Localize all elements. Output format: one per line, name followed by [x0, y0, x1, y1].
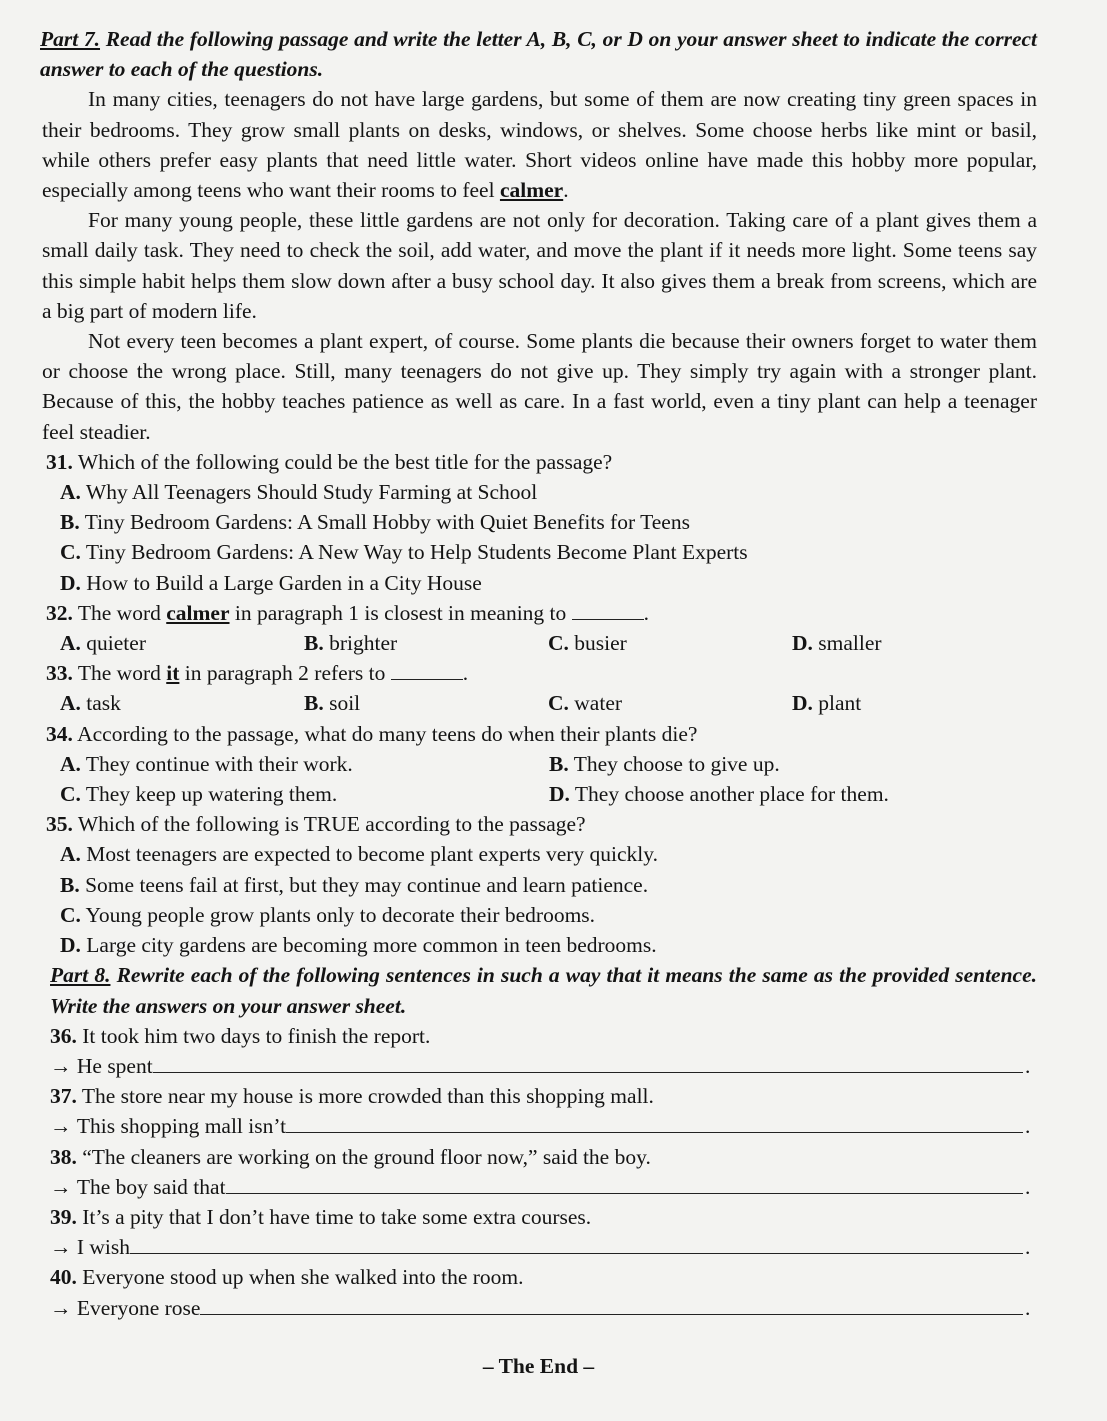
option-text: brighter: [329, 631, 398, 656]
option-letter: D.: [549, 782, 570, 807]
rewrite-prompt: The boy said that: [76, 1174, 226, 1199]
option-35-a: [60, 839, 1037, 869]
answer-blank: [226, 1173, 1023, 1194]
arrow-icon: →: [50, 1114, 72, 1139]
rewrite-36-answer-line: [50, 1051, 1037, 1081]
option-33-d: [792, 688, 861, 718]
question-number: 39.: [50, 1204, 77, 1229]
part8-instruction: Rewrite each of the following sentences in such a way that it means the same as the provided sentence. Write the answers on your answer sheet.: [50, 963, 1038, 1018]
option-text: They choose another place for them.: [574, 782, 889, 807]
option-35-b: [60, 870, 1037, 900]
option-32-c: [548, 628, 792, 658]
question-text: The word: [77, 661, 167, 686]
option-text: Most teenagers are expected to become plant experts very quickly.: [86, 842, 658, 867]
passage-paragraph-2: For many young people, these little gardens are not only for decoration. Taking care of a plant gives them a small daily task. They need to check the soil, add water, and move the plant if it needs more light. Some teens say this simple habit helps them slow down after a busy school day. It also gives them a break from screens, which are a big part of modern life.: [42, 208, 1037, 323]
option-31-b: [60, 507, 1037, 537]
option-text: Why All Teenagers Should Study Farming at School: [85, 480, 538, 505]
option-text: soil: [329, 691, 361, 716]
option-33-a: [60, 688, 304, 718]
options-32: [60, 628, 1037, 658]
p1-end: .: [563, 178, 569, 203]
the-end-footer: – The End –: [482, 1353, 595, 1378]
option-letter: B.: [304, 691, 324, 716]
answer-blank: [200, 1294, 1023, 1315]
period: .: [1025, 1053, 1031, 1078]
part7-heading: [40, 24, 1037, 84]
rewrite-38-answer-line: [50, 1172, 1037, 1202]
option-text: smaller: [818, 631, 882, 656]
option-32-a: [60, 628, 304, 658]
rewrite-sentence: “The cleaners are working on the ground floor now,” said the boy.: [82, 1144, 651, 1169]
rewrite-40-answer-line: [50, 1293, 1037, 1323]
option-text: Tiny Bedroom Gardens: A New Way to Help Students Become Plant Experts: [85, 540, 748, 565]
passage-paragraph-1: [40, 84, 1037, 205]
option-letter: A.: [60, 480, 81, 505]
option-letter: A.: [60, 631, 81, 656]
question-text: Which of the following is TRUE according to the passage?: [77, 812, 586, 837]
question-number: 35.: [46, 812, 73, 837]
question-number: 32.: [46, 600, 73, 625]
answer-blank: [130, 1233, 1023, 1254]
option-letter: C.: [548, 631, 569, 656]
question-number: 37.: [50, 1084, 77, 1109]
rewrite-sentence: It took him two days to finish the report.: [82, 1023, 431, 1048]
option-letter: D.: [792, 691, 813, 716]
answer-blank: [286, 1112, 1023, 1133]
option-text: Some teens fail at first, but they may continue and learn patience.: [85, 872, 649, 897]
rewrite-prompt: I wish: [76, 1235, 131, 1260]
option-letter: B.: [549, 751, 569, 776]
rewrite-sentence: The store near my house is more crowded than this shopping mall.: [81, 1084, 654, 1109]
p1-keyword: calmer: [499, 178, 564, 203]
option-34-b: [549, 749, 780, 779]
rewrite-37-answer-line: [50, 1111, 1037, 1141]
rewrite-prompt: He spent: [76, 1053, 153, 1078]
rewrite-37: [50, 1081, 1037, 1111]
option-letter: C.: [60, 540, 81, 565]
option-letter: B.: [60, 872, 80, 897]
rewrite-sentence: Everyone stood up when she walked into the room.: [82, 1265, 524, 1290]
rewrite-prompt: Everyone rose: [76, 1295, 201, 1320]
option-text: They choose to give up.: [573, 751, 780, 776]
answer-blank: [153, 1052, 1023, 1073]
period: .: [462, 661, 469, 686]
rewrite-38: [50, 1142, 1037, 1172]
option-letter: C.: [548, 691, 569, 716]
question-text: According to the passage, what do many teens do when their plants die?: [77, 721, 698, 746]
options-34-row-1: [60, 749, 1037, 779]
option-text: Large city gardens are becoming more common in teen bedrooms.: [86, 933, 657, 958]
question-33: [46, 658, 1037, 688]
question-keyword: it: [166, 661, 180, 686]
period: .: [643, 600, 650, 625]
question-number: 36.: [50, 1023, 77, 1048]
option-31-d: [60, 568, 1037, 598]
period: .: [1025, 1295, 1031, 1320]
option-text: quieter: [86, 631, 146, 656]
arrow-icon: →: [50, 1053, 72, 1078]
question-number: 31.: [46, 449, 73, 474]
option-35-d: [60, 930, 1037, 960]
question-35: [46, 809, 1037, 839]
rewrite-prompt: This shopping mall isn’t: [76, 1114, 287, 1139]
option-letter: A.: [60, 751, 81, 776]
option-33-b: [304, 688, 548, 718]
question-text: in paragraph 1 is closest in meaning to: [229, 600, 572, 625]
question-keyword: calmer: [166, 600, 230, 625]
period: .: [1025, 1235, 1031, 1260]
options-34-row-2: [60, 779, 1037, 809]
option-34-c: [60, 779, 549, 809]
period: .: [1025, 1114, 1031, 1139]
rewrite-39: [50, 1202, 1037, 1232]
option-34-a: [60, 749, 549, 779]
option-text: They keep up watering them.: [85, 782, 338, 807]
option-32-d: [792, 628, 882, 658]
option-letter: A.: [60, 691, 81, 716]
option-letter: B.: [304, 631, 324, 656]
option-text: task: [86, 691, 121, 716]
question-34: [46, 719, 1037, 749]
option-31-c: [60, 537, 1037, 567]
question-text: Which of the following could be the best title for the passage?: [77, 449, 613, 474]
answer-blank: [572, 601, 644, 620]
option-letter: A.: [60, 842, 81, 867]
option-text: Tiny Bedroom Gardens: A Small Hobby with Quiet Benefits for Teens: [84, 510, 690, 535]
option-31-a: [60, 477, 1037, 507]
question-text: in paragraph 2 refers to: [179, 661, 391, 686]
question-number: 40.: [50, 1265, 77, 1290]
part7-label: Part 7.: [40, 27, 101, 51]
option-letter: C.: [60, 782, 81, 807]
option-35-c: [60, 900, 1037, 930]
option-letter: D.: [60, 570, 81, 595]
passage-paragraph-3: Not every teen becomes a plant expert, of course. Some plants die because their owners forget to water them or choose the wrong place. Still, many teenagers do not give up. They simply try again with a stronger plant. Because of this, the hobby teaches patience as well as care. In a fast world, even a tiny plant can help a teenager feel steadier.: [42, 329, 1037, 444]
period: .: [1025, 1174, 1031, 1199]
question-31: [46, 447, 1037, 477]
p1-text: In many cities, teenagers do not have large gardens, but some of them are now creating tiny green spaces in their bedrooms. They grow small plants on desks, windows, or shelves. Some choose herbs like mint or basil, while others prefer easy plants that need little water. Short videos online have made this hobby more popular, especially among teens who want their rooms to feel: [42, 87, 1037, 203]
option-33-c: [548, 688, 792, 718]
question-32: [46, 598, 1037, 628]
option-text: They continue with their work.: [85, 751, 353, 776]
part8-heading: [50, 960, 1037, 1020]
rewrite-40: [50, 1262, 1037, 1292]
rewrite-39-answer-line: [50, 1232, 1037, 1262]
option-text: How to Build a Large Garden in a City House: [86, 570, 482, 595]
option-letter: D.: [60, 933, 81, 958]
rewrite-36: [50, 1021, 1037, 1051]
part8-label: Part 8.: [50, 963, 111, 988]
rewrite-sentence: It’s a pity that I don’t have time to take some extra courses.: [82, 1204, 592, 1229]
answer-blank: [391, 661, 463, 680]
arrow-icon: →: [50, 1235, 72, 1260]
option-text: water: [574, 691, 623, 716]
option-34-d: [549, 779, 889, 809]
question-number: 33.: [46, 661, 73, 686]
arrow-icon: →: [50, 1174, 72, 1199]
option-letter: B.: [60, 510, 80, 535]
question-text: The word: [77, 600, 167, 625]
question-number: 38.: [50, 1144, 77, 1169]
option-letter: C.: [60, 902, 81, 927]
option-text: Young people grow plants only to decorate their bedrooms.: [85, 902, 596, 927]
question-number: 34.: [46, 721, 73, 746]
option-text: busier: [574, 631, 627, 656]
options-33: [60, 688, 1037, 718]
option-letter: D.: [792, 631, 813, 656]
arrow-icon: →: [50, 1295, 72, 1320]
part7-instruction: Read the following passage and write the letter A, B, C, or D on your answer sheet to indicate the correct answer to each of the questions.: [40, 27, 1037, 82]
option-32-b: [304, 628, 548, 658]
option-text: plant: [818, 691, 862, 716]
